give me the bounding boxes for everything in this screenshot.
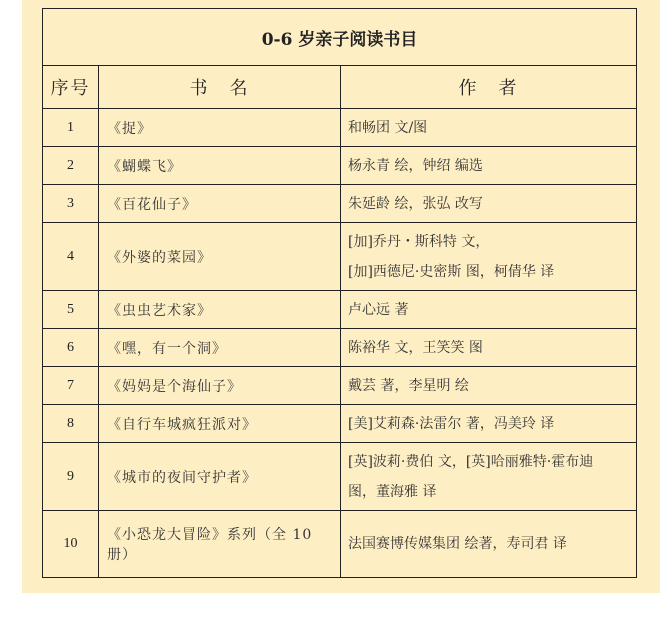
row-book-title: 《捉》 [99, 109, 341, 147]
row-author [341, 223, 637, 291]
table-row [43, 443, 637, 511]
row-book-title: 《虫虫艺术家》 [99, 291, 341, 329]
row-index: 9 [43, 443, 99, 511]
table-row [43, 329, 637, 367]
row-author [341, 329, 637, 367]
row-index: 8 [43, 405, 99, 443]
table-row [43, 405, 637, 443]
table-row [43, 511, 637, 578]
page-bottom-margin [0, 593, 666, 622]
row-book-title: 《外婆的菜园》 [99, 223, 341, 291]
author-line: 戴芸 著，李星明 绘 [348, 377, 469, 394]
header-book: 书 名 [99, 66, 341, 109]
header-author: 作 者 [341, 66, 637, 109]
row-author [341, 405, 637, 443]
row-index: 10 [43, 511, 99, 578]
table-row [43, 147, 637, 185]
table-title: 0-6 岁亲子阅读书目 [43, 9, 637, 66]
row-index: 2 [43, 147, 99, 185]
table-row [43, 109, 637, 147]
author-line: [加]乔丹・斯科特 文， [348, 233, 490, 250]
row-book-title: 《妈妈是个海仙子》 [99, 367, 341, 405]
row-index: 3 [43, 185, 99, 223]
row-author [341, 291, 637, 329]
row-author [341, 367, 637, 405]
author-line: [英]波莉·费伯 文，[英]哈丽雅特·霍布迪 [348, 453, 594, 470]
author-line: [美]艾莉森·法雷尔 著，冯美玲 译 [348, 415, 555, 432]
author-line: 图，董海雅 译 [348, 483, 437, 500]
author-line: [加]西德尼·史密斯 图，柯倩华 译 [348, 263, 555, 280]
author-line: 朱延龄 绘，张弘 改写 [348, 195, 483, 212]
table-row [43, 367, 637, 405]
row-book-title: 《百花仙子》 [99, 185, 341, 223]
row-book-title: 《城市的夜间守护者》 [99, 443, 341, 511]
row-index: 6 [43, 329, 99, 367]
row-index: 5 [43, 291, 99, 329]
row-book-title: 《蝴蝶飞》 [99, 147, 341, 185]
row-book-title: 《嘿，有一个洞》 [99, 329, 341, 367]
author-line: 陈裕华 文，王笑笑 图 [348, 339, 483, 356]
header-index: 序号 [43, 66, 99, 109]
author-line: 和畅团 文/图 [348, 119, 428, 136]
row-book-title: 《小恐龙大冒险》系列（全 10 册） [99, 511, 341, 578]
reading-list-table [42, 8, 637, 578]
row-author [341, 185, 637, 223]
table-row [43, 291, 637, 329]
author-line: 杨永青 绘，钟绍 编选 [348, 157, 483, 174]
row-author [341, 511, 637, 578]
author-line: 卢心远 著 [348, 301, 409, 318]
row-author [341, 443, 637, 511]
row-index: 4 [43, 223, 99, 291]
table-row [43, 223, 637, 291]
row-author [341, 147, 637, 185]
row-index: 7 [43, 367, 99, 405]
author-line: 法国赛博传媒集团 绘著，寿司君 译 [348, 536, 567, 552]
row-book-title: 《自行车城疯狂派对》 [99, 405, 341, 443]
row-index: 1 [43, 109, 99, 147]
row-author [341, 109, 637, 147]
table-row [43, 185, 637, 223]
